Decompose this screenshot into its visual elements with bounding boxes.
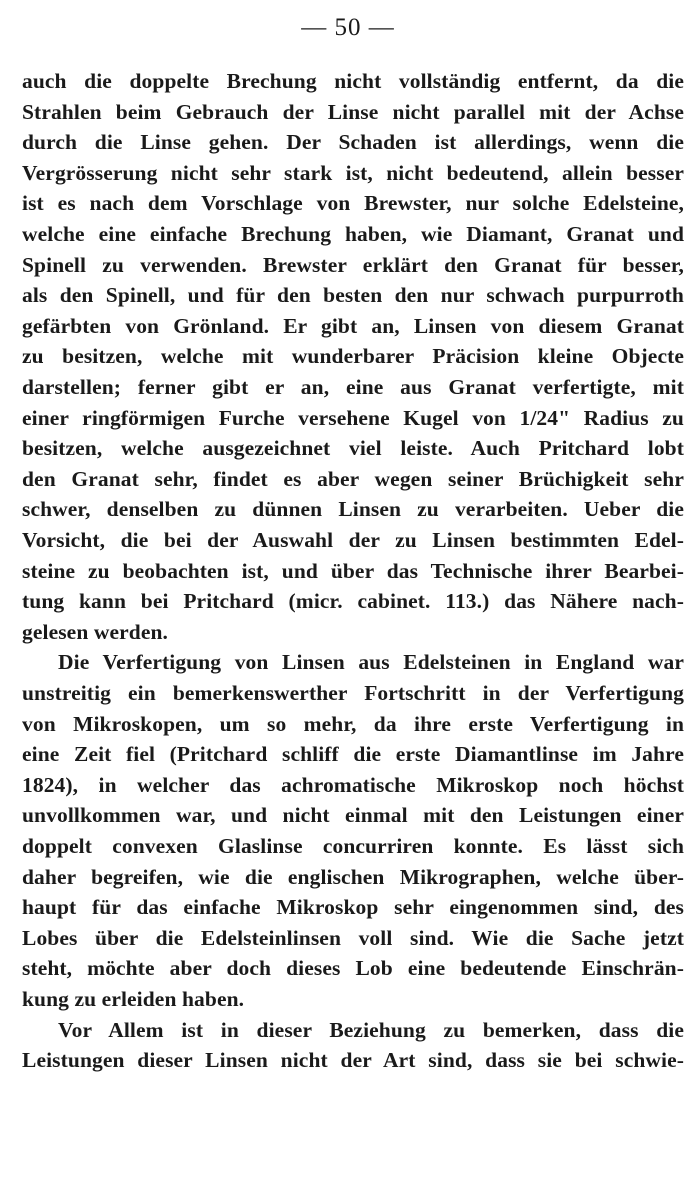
text-line: Die Verfertigung von Linsen aus Edelsteinen in England war <box>58 650 684 675</box>
text-line: Lobes über die Edelsteinlinsen voll sind. Wie die Sache jetzt <box>22 925 684 950</box>
text-line: eine Zeit fiel (Pritchard schliff die erste Diamantlinse im Jahre <box>22 742 684 767</box>
text-line: zu besitzen, welche mit wunderbarer Präcision kleine Objecte <box>22 344 684 369</box>
text-line: steht, möchte aber doch dieses Lob eine bedeutende Einschrän- <box>22 956 684 981</box>
text-line: gelesen werden. <box>22 619 168 644</box>
text-line: ist es nach dem Vorschlage von Brewster, nur solche Edelsteine, <box>22 191 684 216</box>
text-line: durch die Linse gehen. Der Schaden ist allerdings, wenn die <box>22 130 684 155</box>
text-line: Vergrösserung nicht sehr stark ist, nicht bedeutend, allein besser <box>22 160 684 185</box>
text-line: doppelt convexen Glaslinse concurriren konnte. Es lässt sich <box>22 834 684 858</box>
text-line: Spinell zu verwenden. Brewster erklärt den Granat für besser, <box>22 252 684 277</box>
text-line: Leistungen dieser Linsen nicht der Art sind, dass sie bei schwie- <box>22 1048 684 1073</box>
text-line: tung kann bei Pritchard (micr. cabinet. 113.) das Nähere nach- <box>22 589 684 614</box>
text-line: auch die doppelte Brechung nicht vollständig entfernt, da die <box>22 69 684 93</box>
text-line: steine zu beobachten ist, und über das Technische ihrer Bearbei- <box>22 558 684 583</box>
text-line: schwer, denselben zu dünnen Linsen zu verarbeiten. Ueber die <box>22 497 684 522</box>
text-line: Strahlen beim Gebrauch der Linse nicht parallel mit der Achse <box>22 99 684 124</box>
text-line: darstellen; ferner gibt er an, eine aus Granat verfertigte, mit <box>22 375 684 399</box>
text-line: kung zu erleiden haben. <box>22 987 245 1011</box>
text-line: unstreitig ein bemerkenswerther Fortschritt in der Verfertigung <box>22 681 684 705</box>
text-line: besitzen, welche ausgezeichnet viel leiste. Auch Pritchard lobt <box>22 436 684 461</box>
text-line: 1824), in welcher das achromatische Mikroskop noch höchst <box>22 772 684 797</box>
text-line: den Granat sehr, findet es aber wegen seiner Brüchigkeit sehr <box>22 466 684 491</box>
text-line: unvollkommen war, und nicht einmal mit den Leistungen einer <box>22 803 684 828</box>
text-line: daher begreifen, wie die englischen Mikrographen, welche über- <box>22 864 684 889</box>
text-line: gefärbten von Grönland. Er gibt an, Linsen von diesem Granat <box>22 313 684 338</box>
text-line: Vorsicht, die bei der Auswahl der zu Linsen bestimmten Edel- <box>22 528 684 552</box>
text-line: einer ringförmigen Furche versehene Kugel von 1/24" Radius zu <box>22 405 684 430</box>
text-line: welche eine einfache Brechung haben, wie Diamant, Granat und <box>22 222 684 246</box>
text-line: Vor Allem ist in dieser Beziehung zu bemerken, dass die <box>58 1017 684 1042</box>
page-number: — 50 — <box>301 14 395 41</box>
text-line: von Mikroskopen, um so mehr, da ihre erste Verfertigung in <box>22 711 684 736</box>
text-line: als den Spinell, und für den besten den nur schwach purpurroth <box>22 283 684 308</box>
text-line: haupt für das einfache Mikroskop sehr eingenommen sind, des <box>22 895 684 920</box>
